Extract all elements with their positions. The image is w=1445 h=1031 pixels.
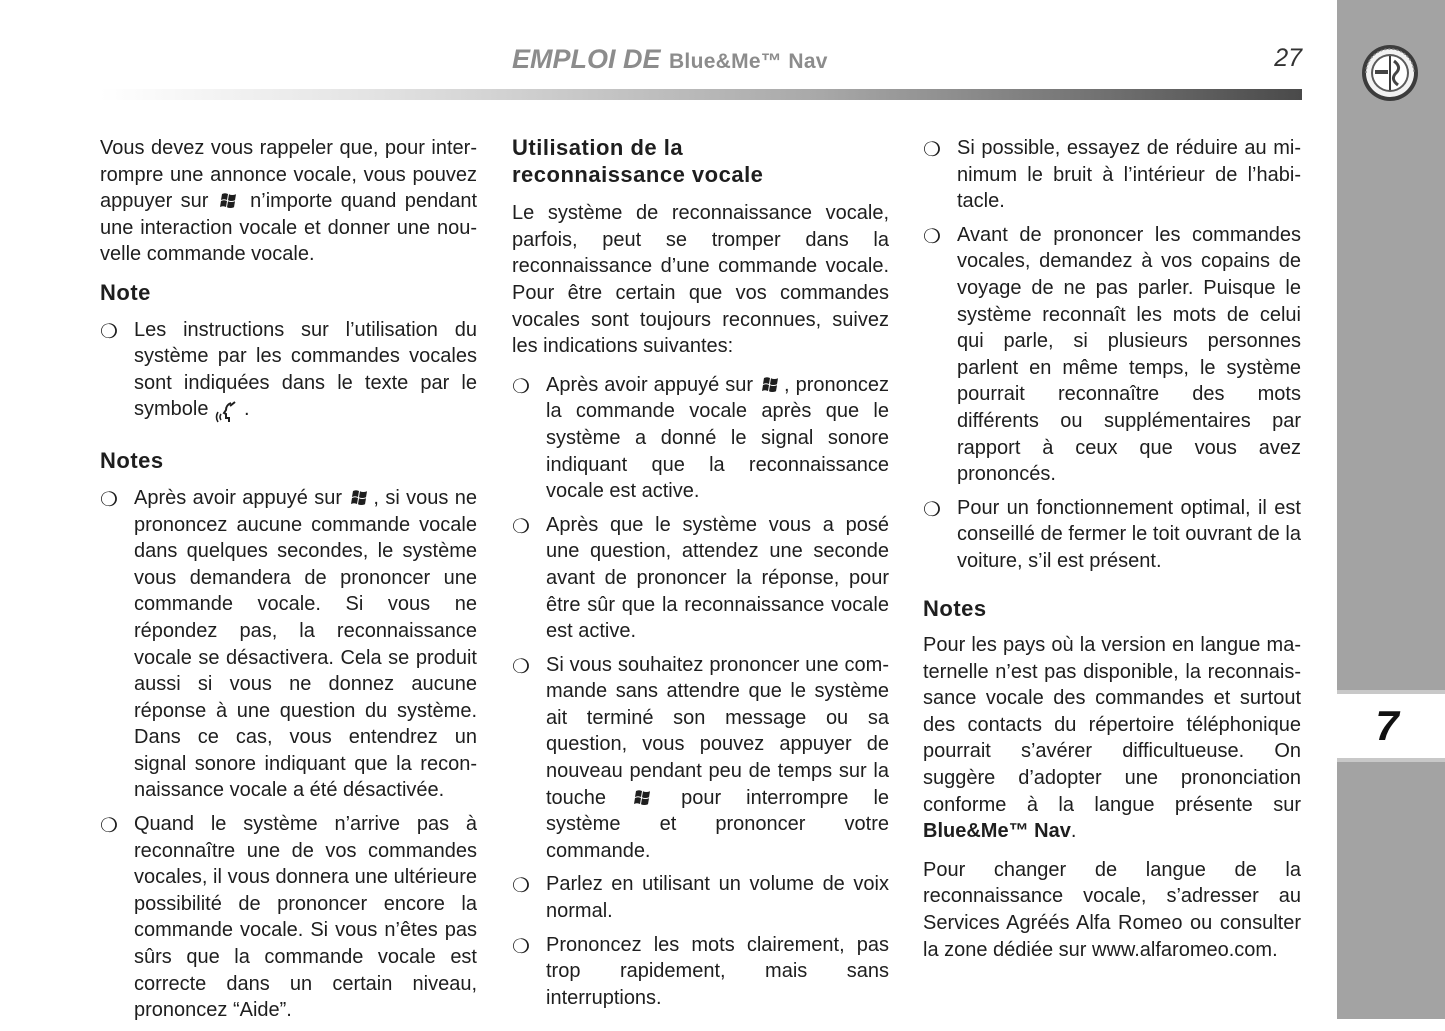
heading-line1: Utilisation de la <box>512 135 684 160</box>
bullet-icon: ❍ <box>512 375 530 398</box>
list-item <box>923 222 1301 488</box>
spacer <box>923 582 1301 596</box>
list-item <box>100 485 477 804</box>
list-item <box>923 495 1301 575</box>
windows-flag-icon <box>219 192 240 209</box>
bullet-icon: ❍ <box>923 225 941 248</box>
brand-name: Blue&Me™ Nav <box>923 820 1071 843</box>
item2-text: Après que le système vous a posé une question, attendez une seconde avant de prononcer la réponse, pour être sûr que la reconnaissance vocale est active. <box>546 513 889 643</box>
bullet-icon: ❍ <box>100 320 118 343</box>
column-3 <box>923 135 1301 963</box>
bullet-icon: ❍ <box>512 875 530 898</box>
notes-heading: Notes <box>923 595 987 621</box>
column-2 <box>512 135 889 1018</box>
column-1 <box>100 135 477 1031</box>
item3-text-a: Si vous souhaitez prononcer une commande sans attendre que le système ait terminé son message ou sa question, vous pouvez appuyer de nouveau pendant peu de temps sur la touche <box>546 653 889 809</box>
header-title-part1: EMPLOI DE <box>512 44 661 74</box>
para1-end: . <box>1070 820 1077 843</box>
list-item <box>512 652 889 865</box>
note-heading: Note <box>100 279 151 305</box>
notes-item2-text: Quand le système n’arrive pas à reconnaître une de vos commandes vocales, il vous donnera une ultérieure possibilité de prononcer encore la commande vocale. Si vous n’êtes pas sûrs que la commande vocale est correcte dans un certain niveau, prononcez “Aide”. <box>134 813 477 1022</box>
item1-text-b: , prononcez la commande vocale après que le système a donné le signal sonore indiquant que la reconnaissance vocale est active. <box>546 373 889 503</box>
section-heading <box>512 135 889 188</box>
list-item <box>512 932 889 1012</box>
notes-item1-text-b: , si vous ne prononcez aucune commande vocale dans quelques secondes, le système vous demandera de prononcer une commande vocale. Si vous ne répondez pas, la reconnaissance vocale se désactivera. Cela se produit aussi si vous ne donnez aucune réponse à une question du système. Dans ce cas, vous entendrez un signal sonore indiquant que la reconnaissance vocale a été désactivée. <box>134 486 477 802</box>
item5-text: Prononcez les mots clairement, pas trop rapidement, mais sans interruptions. <box>546 933 889 1009</box>
list-item <box>100 317 477 428</box>
chapter-tab[interactable] <box>1337 690 1445 762</box>
section-intro: Le système de reconnaissance vocale, parfois, peut se tromper dans la reconnaissance d’une commande vocale. Pour être certain que vos commandes vocales sont toujours reconnues, suivez les indications suivantes: <box>512 202 889 358</box>
list-item <box>923 135 1301 215</box>
bullet-icon: ❍ <box>512 935 530 958</box>
voice-speaking-head-icon <box>214 397 244 427</box>
list-item <box>512 512 889 645</box>
windows-flag-icon <box>350 489 371 506</box>
bullet-icon: ❍ <box>512 515 530 538</box>
intro-paragraph <box>100 135 477 268</box>
header-title-part2: Blue&Me™ Nav <box>668 50 828 73</box>
notes-paragraph-1 <box>923 632 1301 845</box>
page-number: 27 <box>1274 44 1302 72</box>
item3-text-b: pour interrompre le système et prononcer votre commande. <box>546 786 890 862</box>
note-item-end: . <box>244 398 250 421</box>
intro-text-a: Vous devez vous rappeler que, pour interrompre une annonce vocale, vous pouvez appuyer sur <box>100 137 477 213</box>
list-item <box>512 372 889 505</box>
bullet-icon: ❍ <box>100 815 118 838</box>
notes-item1-text-a: Après avoir appuyé sur <box>134 486 343 509</box>
windows-flag-icon <box>633 789 654 806</box>
list-item <box>512 871 889 924</box>
heading-line2: reconnaissance vocale <box>512 161 764 187</box>
windows-flag-icon <box>761 376 782 393</box>
bullet-icon: ❍ <box>923 498 941 521</box>
spacer <box>100 434 477 448</box>
intro-text-b: n’importe quand pendant une interaction vocale et donner une nouvelle commande vocale. <box>100 190 478 266</box>
c3-item3-text: Pour un fonctionnement optimal, il est conseillé de fermer le toit ouvrant de la voiture, s’il est présent. <box>957 496 1301 572</box>
note-item-text: Les instructions sur l’utilisation du système par les commandes vocales sont indiquées dans le texte par le symbole <box>134 318 477 421</box>
item4-text: Parlez en utilisant un volume de voix normal. <box>546 873 889 923</box>
notes-heading: Notes <box>100 448 164 474</box>
bullet-icon: ❍ <box>100 488 118 511</box>
bullet-icon: ❍ <box>512 655 530 678</box>
bullet-icon: ❍ <box>923 139 941 161</box>
list-item <box>100 811 477 1024</box>
page-header-title <box>512 44 828 78</box>
chapter-number: 7 <box>1375 702 1399 749</box>
c3-item1-text: Si possible, essayez de réduire au minimum le bruit à l’intérieur de l’habitacle. <box>957 137 1301 213</box>
alfa-romeo-logo-icon <box>1360 43 1420 103</box>
item1-text-a: Après avoir appuyé sur <box>546 373 754 396</box>
c3-item2-text: Avant de prononcer les commandes vocales, demandez à vos copains de voyage de ne pas parler. Puisque le système reconnaît les mots de celui qui parle, si plusieurs personnes parlent en même temps, le système pourrait reconnaître des mots différents ou supplémentaires par rapport à ceux que vous avez prononcés. <box>957 223 1301 486</box>
para1-text: Pour les pays où la version en langue maternelle n’est pas disponible, la reconnaissance vocale des commandes et surtout des contacts du répertoire téléphonique pourrait s’avérer difficultueuse. On suggère d’adopter une prononciation conforme à la langue présente sur <box>923 634 1301 816</box>
chapter-sidebar <box>1337 0 1445 1019</box>
notes-paragraph-2: Pour changer de langue de la reconnaissance vocale, s’adresser au Services Agréés Alfa Romeo ou consulter la zone dédiée sur www.alfaromeo.com. <box>923 858 1301 961</box>
header-rule <box>100 89 1302 100</box>
